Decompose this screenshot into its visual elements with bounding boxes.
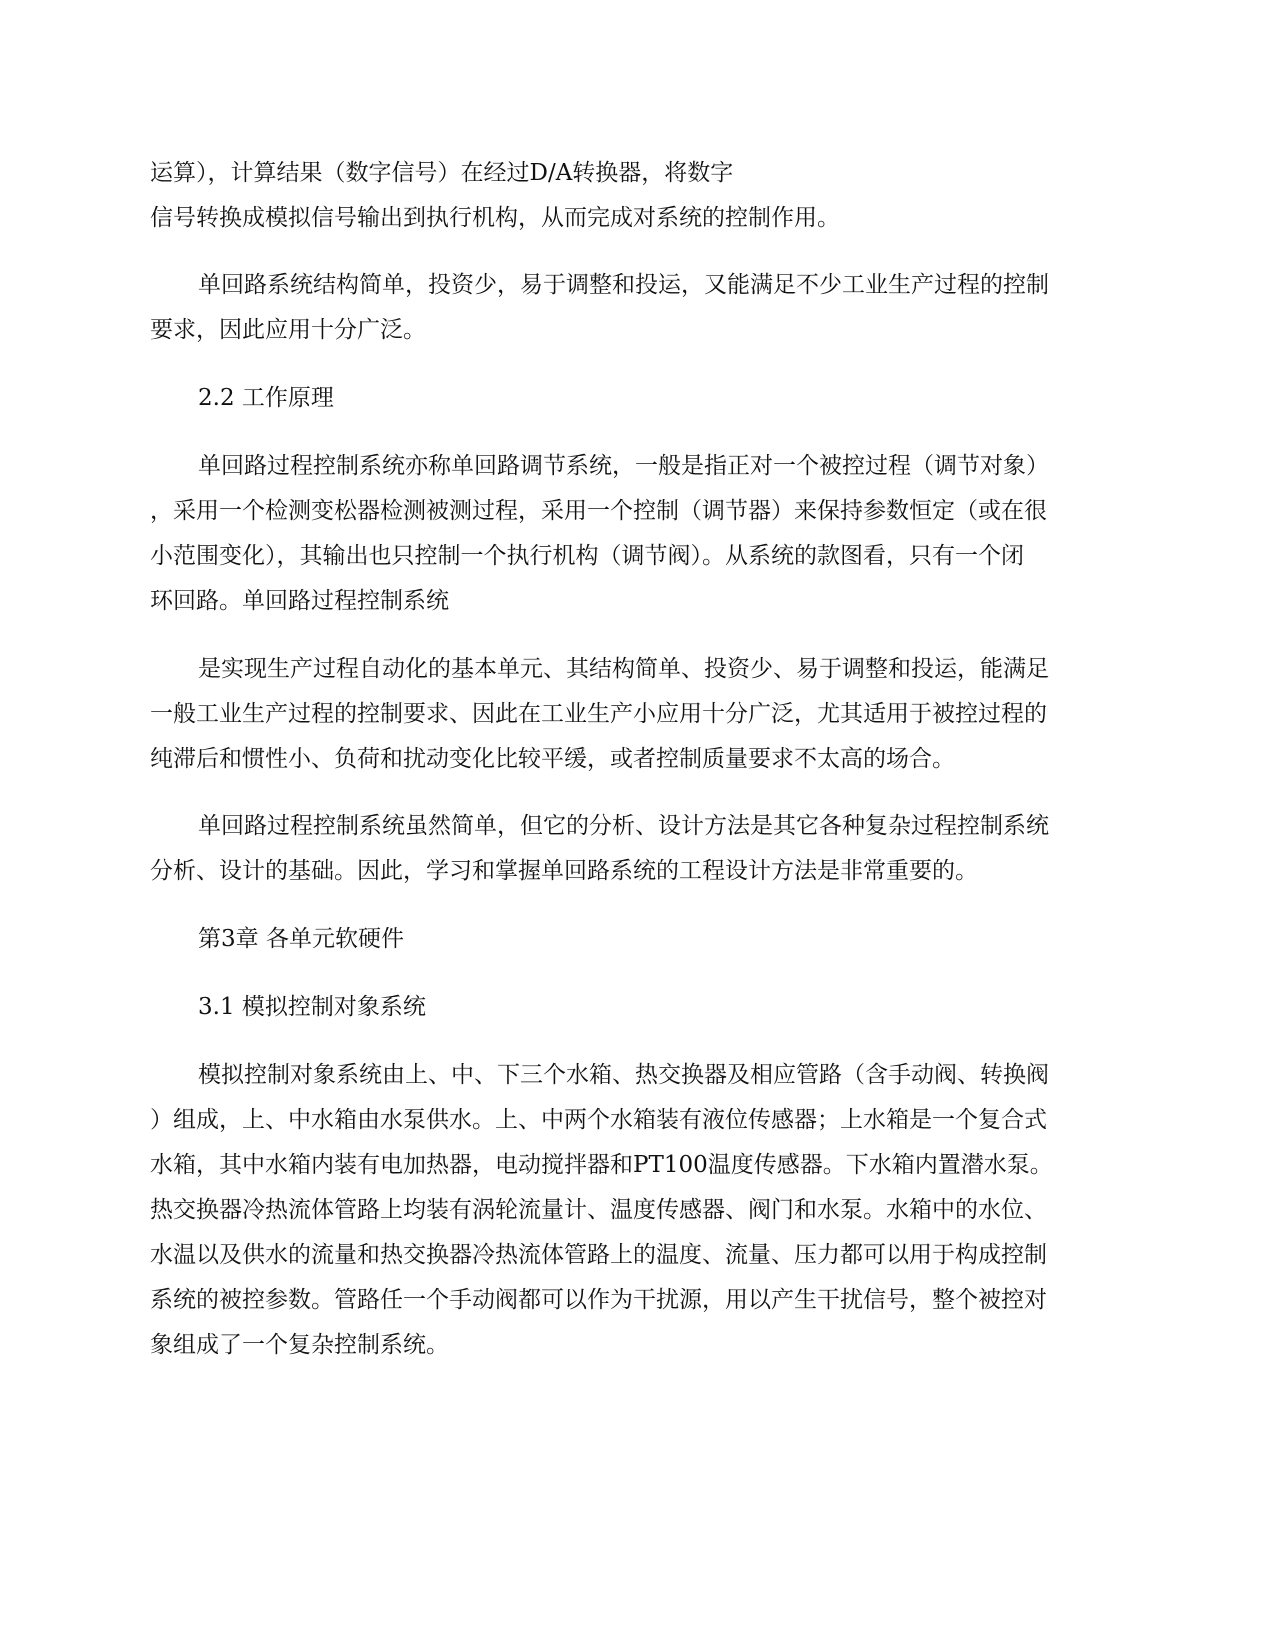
paragraph-line: 热交换器冷热流体管路上均装有涡轮流量计、温度传感器、阀门和水泵。水箱中的水位、	[150, 1197, 1047, 1223]
paragraph-line: ）组成，上、中水箱由水泵供水。上、中两个水箱装有液位传感器；上水箱是一个复合式	[150, 1107, 1047, 1133]
section-heading: 2.2 工作原理	[198, 385, 334, 411]
paragraph-line: 一般工业生产过程的控制要求、因此在工业生产小应用十分广泛，尤其适用于被控过程的	[150, 701, 1047, 727]
paragraph-line: 单回路系统结构简单，投资少，易于调整和投运，又能满足不少工业生产过程的控制	[198, 272, 1049, 298]
paragraph-line: 水温以及供水的流量和热交换器冷热流体管路上的温度、流量、压力都可以用于构成控制	[150, 1242, 1047, 1268]
paragraph-line: 环回路。单回路过程控制系统	[150, 588, 449, 614]
paragraph-line: 纯滞后和惯性小、负荷和扰动变化比较平缓，或者控制质量要求不太高的场合。	[150, 746, 955, 772]
paragraph-line: 小范围变化），其输出也只控制一个执行机构（调节阀）。从系统的款图看，只有一个闭	[150, 543, 1024, 569]
paragraph-line: 系统的被控参数。管路任一个手动阀都可以作为干扰源，用以产生干扰信号，整个被控对	[150, 1287, 1047, 1313]
paragraph-line: ，采用一个检测变松器检测被测过程，采用一个控制（调节器）来保持参数恒定（或在很	[150, 498, 1047, 524]
paragraph-line: 分析、设计的基础。因此，学习和掌握单回路系统的工程设计方法是非常重要的。	[150, 858, 978, 884]
paragraph-line: 模拟控制对象系统由上、中、下三个水箱、热交换器及相应管路（含手动阀、转换阀	[198, 1062, 1049, 1088]
chapter-heading: 第3章 各单元软硬件	[198, 926, 404, 952]
section-heading: 3.1 模拟控制对象系统	[198, 994, 426, 1020]
paragraph-line: 要求，因此应用十分广泛。	[150, 317, 426, 343]
paragraph-line: 信号转换成模拟信号输出到执行机构，从而完成对系统的控制作用。	[150, 205, 840, 231]
paragraph-line: 水箱，其中水箱内装有电加热器，电动搅拌器和PT100温度传感器。下水箱内置潜水泵。	[150, 1152, 1053, 1178]
paragraph-line: 单回路过程控制系统虽然简单，但它的分析、设计方法是其它各种复杂过程控制系统	[198, 813, 1049, 839]
paragraph-line: 运算），计算结果（数字信号）在经过D/A转换器，将数字	[150, 160, 734, 186]
paragraph-line: 是实现生产过程自动化的基本单元、其结构简单、投资少、易于调整和投运，能满足	[198, 656, 1049, 682]
paragraph-line: 单回路过程控制系统亦称单回路调节系统，一般是指正对一个被控过程（调节对象）	[198, 453, 1049, 479]
paragraph-line: 象组成了一个复杂控制系统。	[150, 1332, 449, 1358]
